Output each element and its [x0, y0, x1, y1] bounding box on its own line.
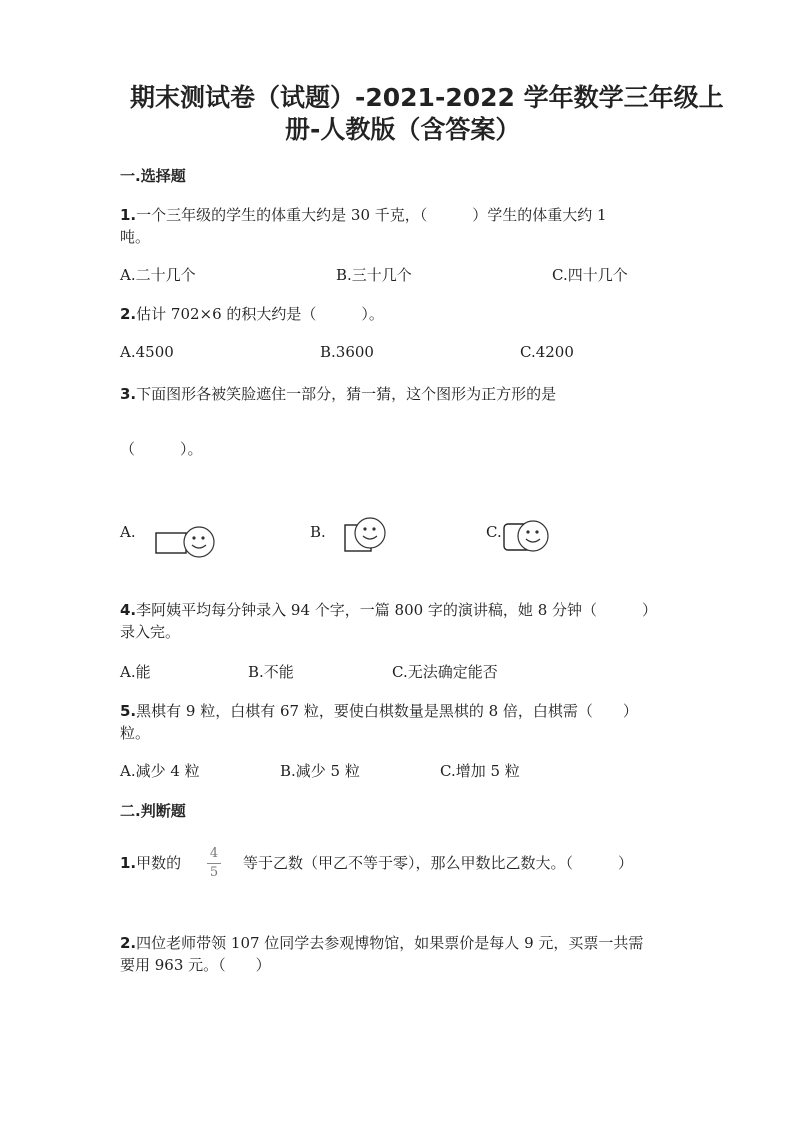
- q5-option-c[interactable]: C.增加 5 粒: [440, 762, 520, 780]
- question-number: 5.: [120, 702, 137, 720]
- judge-question-1-rest: 等于乙数（甲乙不等于零），那么甲数比乙数大。（ ）: [243, 854, 634, 872]
- q2-option-b[interactable]: B.3600: [320, 343, 374, 361]
- q3-option-a[interactable]: A.: [120, 523, 136, 541]
- question-1: [120, 204, 607, 226]
- question-text: 一个三年级的学生的体重大约是 30 千克，（ ）学生的体重大约 1: [136, 206, 607, 224]
- q2-option-a[interactable]: A.4500: [120, 343, 174, 361]
- page-title-line2: 册-人教版（含答案）: [285, 115, 521, 144]
- question-1-line2: 吨。: [120, 228, 151, 246]
- page-title-line1: 期末测试卷（试题）-2021-2022 学年数学三年级上: [130, 83, 724, 112]
- q3-option-b[interactable]: B.: [310, 523, 326, 541]
- q1-option-a[interactable]: A.二十几个: [120, 266, 196, 284]
- fraction-numerator: 4: [209, 846, 219, 861]
- section-heading-choice: 一.选择题: [120, 167, 186, 185]
- q3-option-c[interactable]: C.: [486, 523, 502, 541]
- question-number: 2.: [120, 305, 137, 323]
- judge-question-1: [120, 852, 181, 874]
- question-text: 黑棋有 9 粒，白棋有 67 粒，要使白棋数量是黑棋的 8 倍，白棋需（ ）: [136, 702, 638, 720]
- q1-option-b[interactable]: B.三十几个: [336, 266, 412, 284]
- q5-option-b[interactable]: B.减少 5 粒: [280, 762, 360, 780]
- q3-figure-c[interactable]: [498, 514, 558, 556]
- question-4: [120, 599, 657, 621]
- q2-option-c[interactable]: C.4200: [520, 343, 574, 361]
- section-heading-judgement: 二.判断题: [120, 802, 186, 820]
- question-text: 四位老师带领 107 位同学去参观博物馆，如果票价是每人 9 元，买票一共需: [136, 934, 644, 952]
- question-5: [120, 700, 638, 722]
- question-text: 李阿姨平均每分钟录入 94 个字，一篇 800 字的演讲稿，她 8 分钟（ ）: [136, 601, 658, 619]
- question-2: [120, 303, 384, 325]
- question-text: 估计 702×6 的积大约是（ ）。: [136, 305, 384, 323]
- fraction-bar: [207, 863, 221, 864]
- fraction-denominator: 5: [209, 865, 219, 880]
- judge-question-2: [120, 932, 643, 954]
- question-3: [120, 383, 556, 405]
- judge-question-2-line2: 要用 963 元。（ ）: [120, 956, 271, 974]
- question-5-line2: 粒。: [120, 724, 151, 742]
- question-text-before: 甲数的: [136, 854, 182, 872]
- question-text: 下面图形各被笑脸遮住一部分，猜一猜，这个图形为正方形的是: [136, 385, 557, 403]
- question-4-line2: 录入完。: [120, 623, 181, 641]
- q3-figure-b[interactable]: [340, 514, 396, 556]
- question-number: 4.: [120, 601, 137, 619]
- q4-option-a[interactable]: A.能: [120, 663, 151, 681]
- q1-option-c[interactable]: C.四十几个: [552, 266, 628, 284]
- question-3-line2: （ ）。: [120, 440, 203, 458]
- q5-option-a[interactable]: A.减少 4 粒: [120, 762, 200, 780]
- question-number: 1.: [120, 854, 137, 872]
- question-number: 1.: [120, 206, 137, 224]
- question-number: 2.: [120, 934, 137, 952]
- q3-figure-a[interactable]: [150, 520, 220, 560]
- question-number: 3.: [120, 385, 137, 403]
- q4-option-c[interactable]: C.无法确定能否: [392, 663, 498, 681]
- q4-option-b[interactable]: B.不能: [248, 663, 294, 681]
